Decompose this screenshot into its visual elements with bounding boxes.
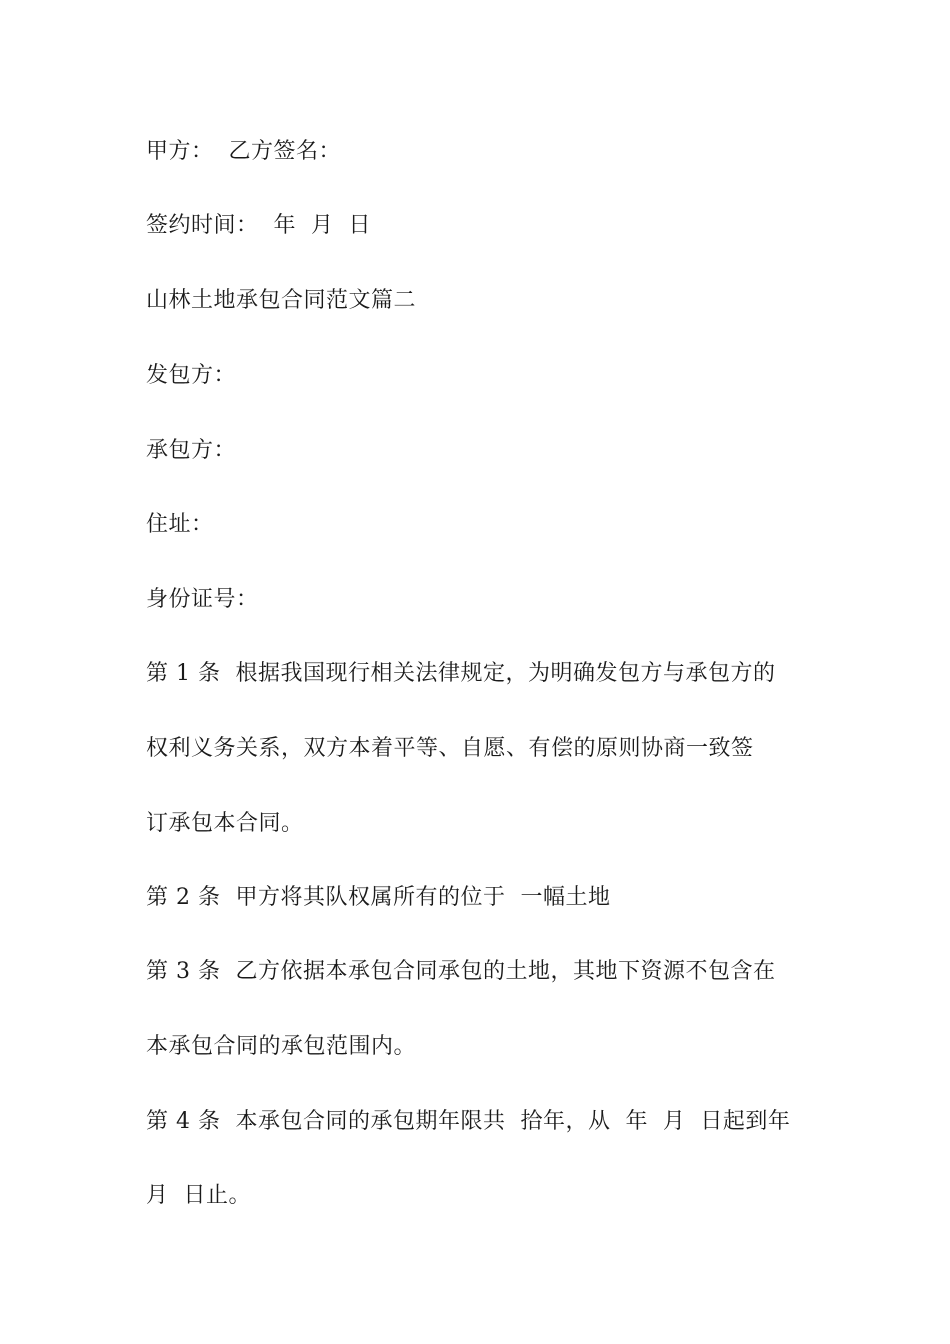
contractor-party-line: 发包方： <box>146 363 237 388</box>
contractee-party-line: 承包方： <box>146 438 237 463</box>
article-3-line-1: 第 3 条 乙方依据本承包合同承包的土地，其地下资源不包含在 <box>146 959 776 984</box>
id-number-line: 身份证号： <box>146 587 259 612</box>
article-4-line-2: 月 日止。 <box>146 1183 251 1208</box>
address-line: 住址： <box>146 512 214 537</box>
signing-date-line: 签约时间： 年 月 日 <box>146 213 371 238</box>
signature-line: 甲方： 乙方签名： <box>146 139 341 164</box>
article-1-line-2: 权利义务关系，双方本着平等、自愿、有偿的原则协商一致签 <box>146 736 754 761</box>
article-1-line-3: 订承包本合同。 <box>146 811 304 836</box>
article-3-line-2: 本承包合同的承包范围内。 <box>146 1034 417 1059</box>
article-2-line: 第 2 条 甲方将其队权属所有的位于 一幅土地 <box>146 885 611 910</box>
article-4-line-1: 第 4 条 本承包合同的承包期年限共 拾年，从 年 月 日起到年 <box>146 1109 791 1134</box>
section-title: 山林土地承包合同范文篇二 <box>146 288 417 313</box>
article-1-line-1: 第 1 条 根据我国现行相关法律规定，为明确发包方与承包方的 <box>146 661 776 686</box>
